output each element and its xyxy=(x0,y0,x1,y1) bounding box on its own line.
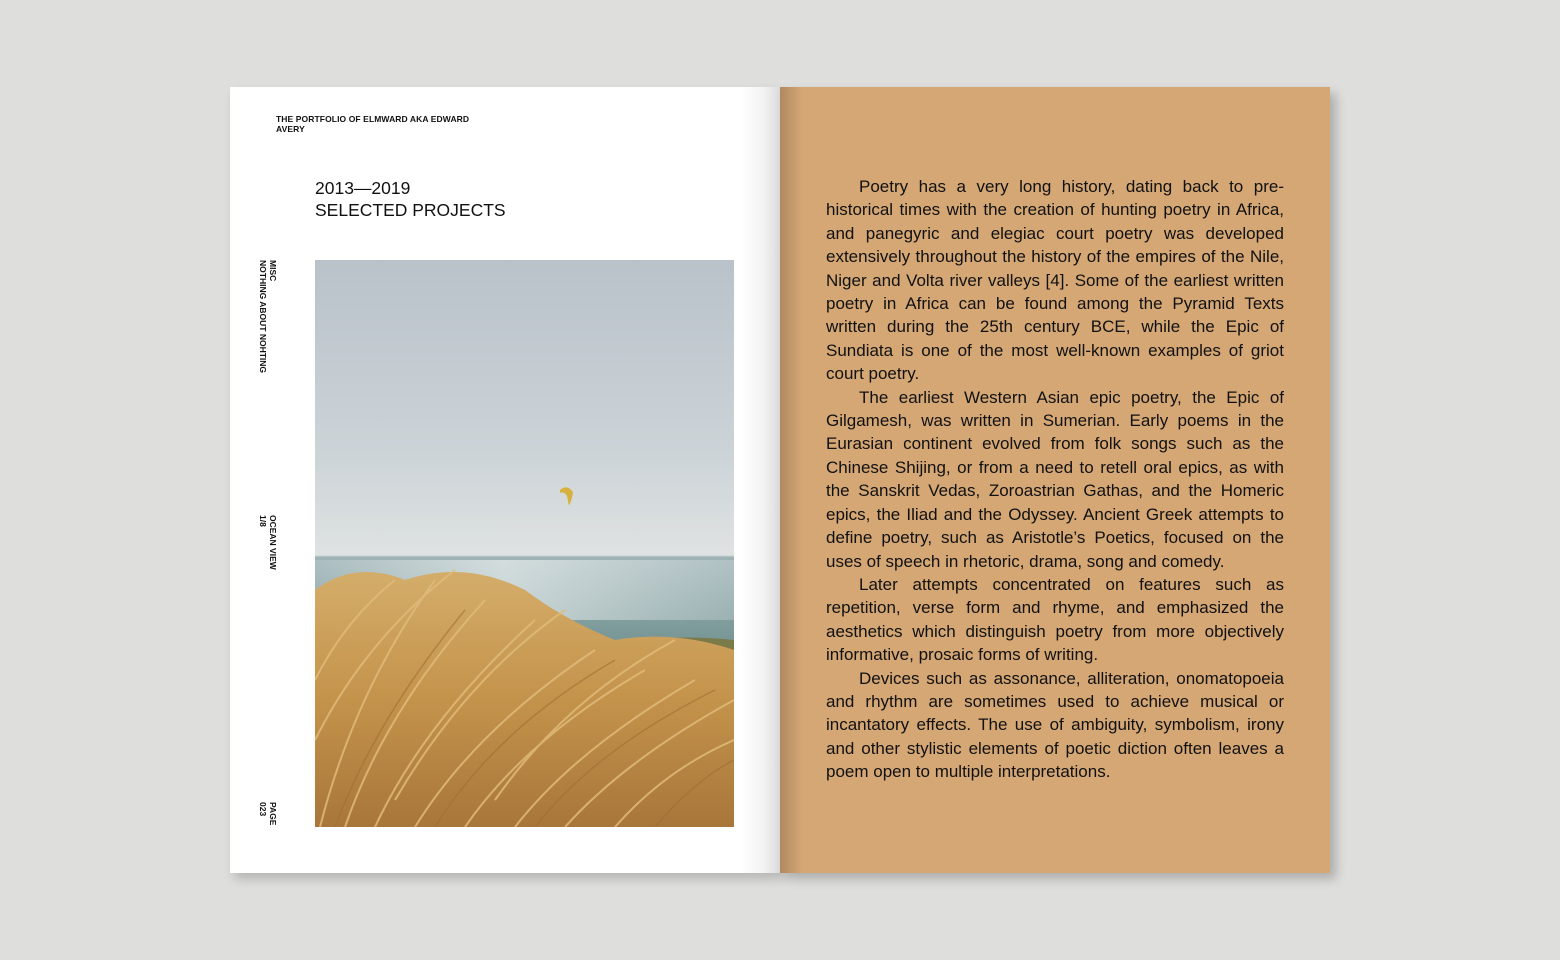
right-page xyxy=(780,87,1330,873)
section-title xyxy=(315,177,506,221)
side-label-page-line2: 023 xyxy=(258,802,268,817)
side-label-misc xyxy=(258,260,278,373)
title-selected-projects: SELECTED PROJECTS xyxy=(315,200,506,220)
side-label-ocean-view-line1: OCEAN VIEW xyxy=(268,515,278,570)
paragraph-3: Later attempts concentrated on features such as repetition, verse form and rhyme, and emphasized the aesthetics which distinguish poetry from more objectively informative, prosaic forms of writing. xyxy=(826,574,1284,665)
body-text xyxy=(826,175,1284,784)
running-head: THE PORTFOLIO OF ELMWARD AKA EDWARD AVERY xyxy=(276,114,470,134)
paragraph-2: The earliest Western Asian epic poetry, the Epic of Gilgamesh, was written in Sumerian. Early poems in the Eurasian continent evolved from folk songs such as the Chinese Shijing, or from a need to retell oral epics, as with the Sanskrit Vedas, Zoroastrian Gathas, and the Homeric epics, the Iliad and the Odyssey. Ancient Greek attempts to define poetry, such as Aristotle’s Poetics, focused on the uses of speech in rhetoric, drama, song and comedy. xyxy=(826,387,1284,571)
side-label-page xyxy=(258,802,278,825)
side-label-page-line1: PAGE xyxy=(268,802,278,826)
paragraph-1: Poetry has a very long history, dating back to pre-historical times with the creation of hunting poetry in Africa, and panegyric and elegiac court poetry was developed extensively throughout the history of the empires of the Nile, Niger and Volta river valleys [4]. Some of the earliest written poetry in Africa can be found among the Pyramid Texts written during the 25th century BCE, while the Epic of Sundiata is one of the most well-known examples of griot court poetry. xyxy=(826,177,1284,384)
side-label-misc-line2: NOTHING ABOUT NOHTING xyxy=(258,260,268,374)
side-label-ocean-view-line2: 1/8 xyxy=(258,515,268,527)
side-label-misc-line1: MISC xyxy=(268,260,278,282)
paragraph-4: Devices such as assonance, alliteration, onomatopoeia and rhythm are sometimes used to achieve musical or incantatory effects. The use of ambiguity, symbolism, irony and other stylistic elements of poetic diction often leaves a poem open to multiple interpretations. xyxy=(826,668,1284,782)
side-label-ocean-view xyxy=(258,515,278,570)
gutter-shadow-left xyxy=(740,87,780,873)
ocean-grass-photo xyxy=(315,260,734,827)
gutter-shadow-right xyxy=(780,87,802,873)
kite xyxy=(560,487,573,506)
left-page xyxy=(230,87,780,873)
photo-illustration xyxy=(315,260,734,827)
magazine-spread xyxy=(230,87,1330,873)
title-years: 2013—2019 xyxy=(315,178,411,198)
